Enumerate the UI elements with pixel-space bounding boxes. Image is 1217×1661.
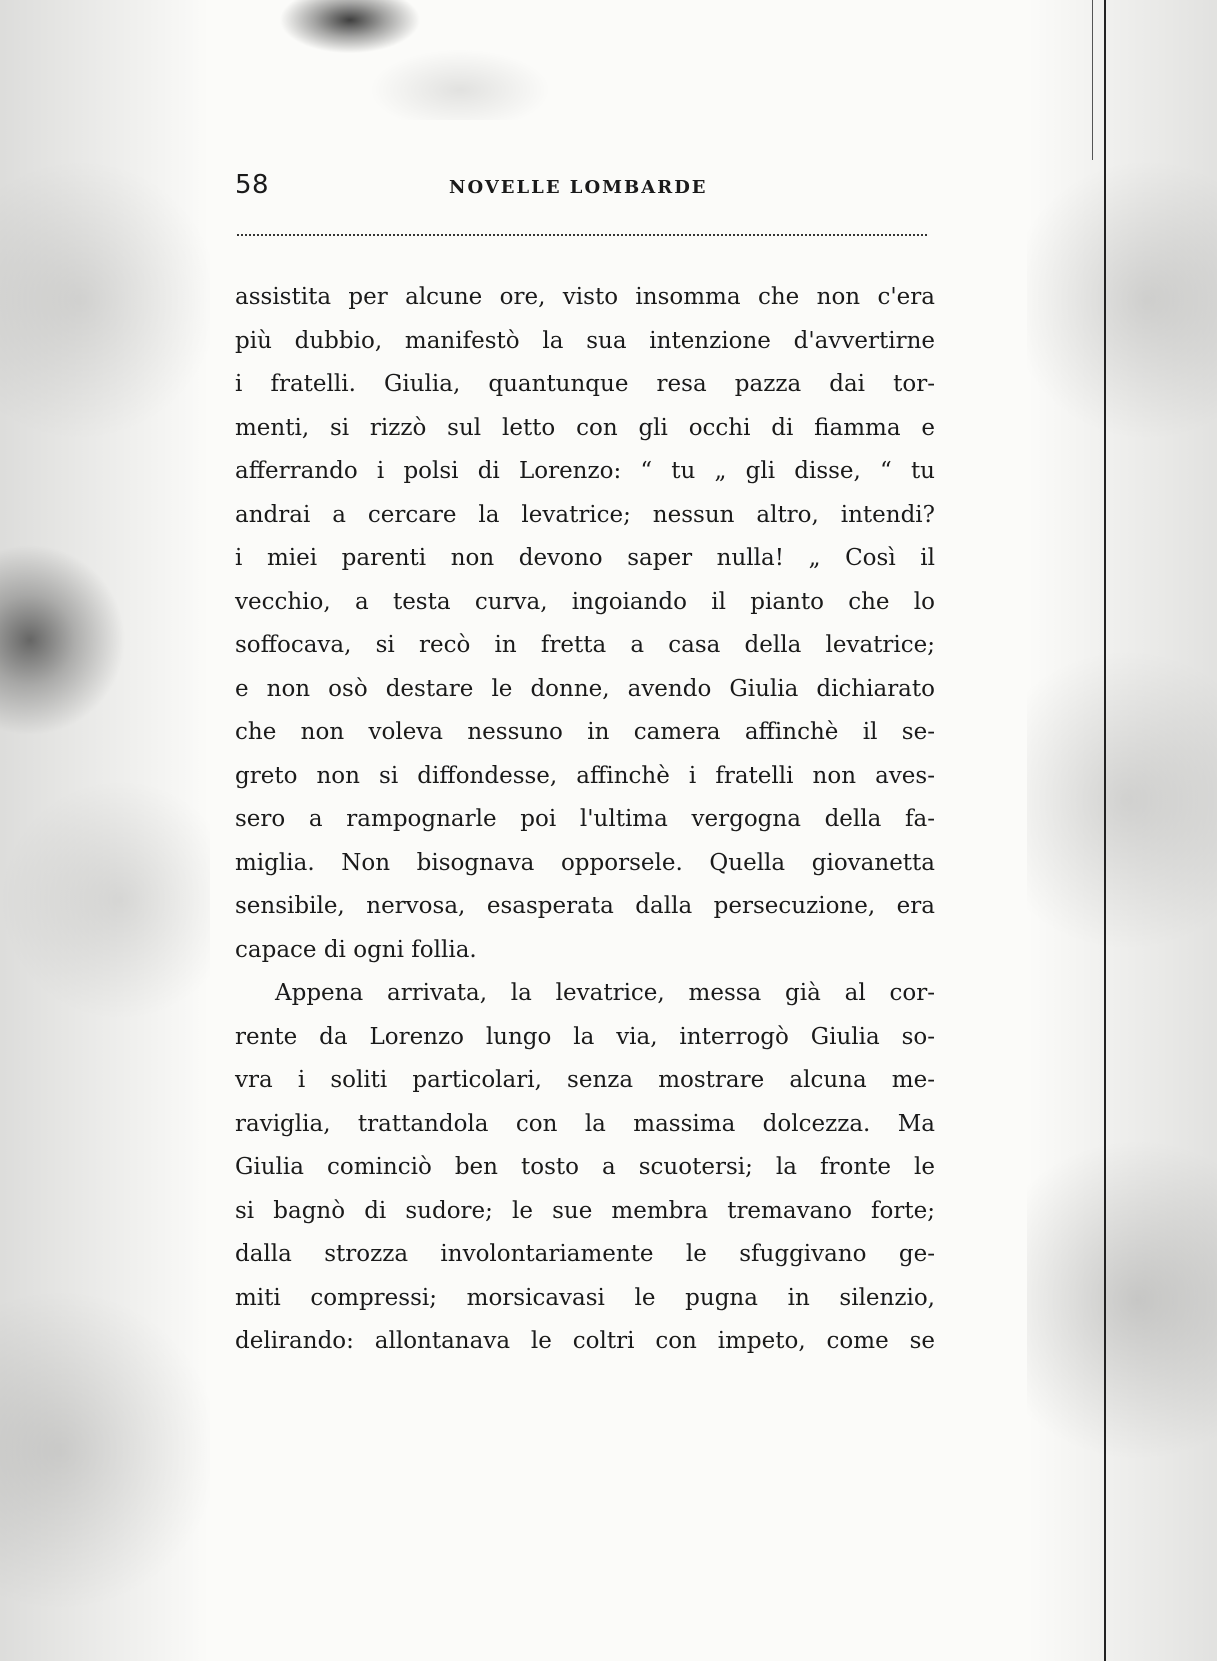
text-line: dalla strozza involontariamente le sfuggivano ge- — [235, 1241, 935, 1267]
text-line: capace di ogni follia. — [235, 936, 477, 963]
text-line: miti compressi; morsicavasi le pugna in silenzio, — [235, 1284, 935, 1311]
text-line: vecchio, a testa curva, ingoiando il pianto che lo — [235, 588, 935, 615]
scan-speckle-left — [0, 0, 210, 1661]
text-line: raviglia, trattandola con la massima dolcezza. Ma — [235, 1110, 935, 1137]
text-line: più dubbio, manifestò la sua intenzione d'avvertirne — [235, 327, 935, 354]
page-number: 58 — [235, 170, 270, 200]
text-line: vra i soliti particolari, senza mostrare alcuna me- — [235, 1067, 935, 1093]
text-line: delirando: allontanava le coltri con impeto, come se — [235, 1328, 935, 1354]
page-header — [235, 170, 935, 210]
text-line: greto non si diffondesse, affinchè i fratelli non aves- — [235, 762, 935, 789]
text-line: i fratelli. Giulia, quantunque resa pazza dai tor- — [235, 371, 935, 397]
text-line: rente da Lorenzo lungo la via, interrogò Giulia so- — [235, 1023, 935, 1050]
paragraph-1 — [235, 276, 935, 972]
text-line: sensibile, nervosa, esasperata dalla persecuzione, era — [235, 893, 935, 919]
page-binding-edge-secondary — [1092, 0, 1093, 160]
text-line: e non osò destare le donne, avendo Giulia dichiarato — [235, 675, 935, 702]
text-line: Appena arrivata, la levatrice, messa già al cor- — [275, 980, 935, 1006]
paragraph-2 — [235, 972, 935, 1364]
text-line: miglia. Non bisognava opporsele. Quella giovanetta — [235, 849, 935, 876]
text-line: afferrando i polsi di Lorenzo: “ tu „ gli disse, “ tu — [235, 458, 935, 484]
page-binding-edge — [1104, 0, 1106, 1661]
text-line: menti, si rizzò sul letto con gli occhi di fiamma e — [235, 414, 935, 441]
text-line: andrai a cercare la levatrice; nessun altro, intendi? — [235, 501, 935, 528]
text-line: sero a rampognarle poi l'ultima vergogna della fa- — [235, 806, 935, 832]
text-line: i miei parenti non devono saper nulla! „ Così il — [235, 545, 935, 571]
text-line: assistita per alcune ore, visto insomma che non c'era — [235, 284, 935, 310]
scan-blot-top — [260, 0, 560, 120]
body-text — [235, 276, 935, 1364]
header-dotted-rule — [237, 234, 927, 236]
text-line: Giulia cominciò ben tosto a scuotersi; la fronte le — [235, 1154, 935, 1180]
scan-speckle-right — [1027, 0, 1217, 1661]
text-line: che non voleva nessuno in camera affinchè il se- — [235, 719, 935, 745]
running-title: NOVELLE LOMBARDE — [449, 177, 708, 198]
text-line: soffocava, si recò in fretta a casa della levatrice; — [235, 632, 935, 658]
text-line: si bagnò di sudore; le sue membra tremavano forte; — [235, 1197, 935, 1224]
